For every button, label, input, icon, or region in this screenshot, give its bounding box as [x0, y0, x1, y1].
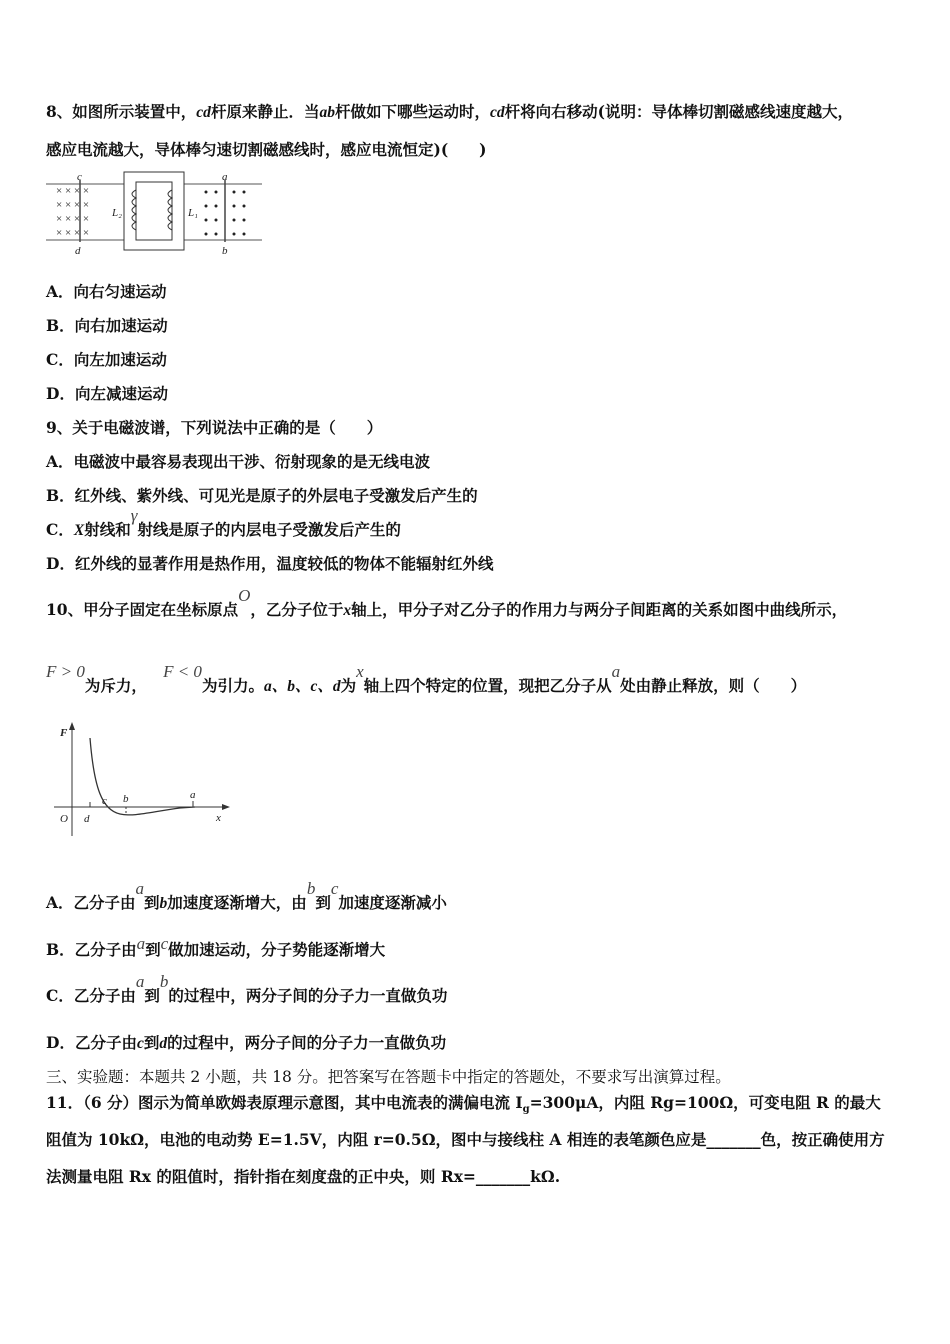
q10-option-c: C．乙分子由a到b的过程中，两分子间的分子力一直做负功: [46, 972, 448, 1005]
svg-text:× × × ×: × × × ×: [56, 185, 90, 197]
q9-stem: 9、关于电磁波谱，下列说法中正确的是（ ）: [46, 418, 383, 437]
label-L1: L₁: [188, 207, 198, 219]
origin-label: O: [60, 813, 68, 825]
q10-stem-line1: 10、甲分子固定在坐标原点O，乙分子位于x轴上，甲分子对乙分子的作用力与两分子间距离的关系如图中曲线所示，: [46, 586, 848, 619]
label-L2: L₂: [112, 207, 122, 219]
label-c: c: [102, 795, 107, 807]
svg-text:× × × ×: × × × ×: [56, 213, 90, 225]
q9-option-d: D．红外线的显著作用是热作用，温度较低的物体不能辐射红外线: [46, 554, 494, 573]
q10-stem-line2: F > 0为斥力， F < 0为引力。a、b、c、d为x轴上四个特定的位置，现把乙分子从a处由静止释放，则（ ）: [46, 662, 807, 695]
q9-option-b: B．红外线、紫外线、可见光是原子的外层电子受激发后产生的: [46, 486, 478, 505]
label-b: b: [222, 245, 228, 257]
q8-figure-rails-coils: [44, 170, 264, 258]
q8-option-b: B．向右加速运动: [46, 316, 168, 335]
q10-force-graph: [50, 718, 240, 838]
label-a: a: [190, 789, 196, 801]
q11-line3: 法测量电阻 Rx 的阻值时，指针指在刻度盘的正中央，则 Rx=_______kΩ.: [46, 1167, 561, 1186]
svg-text:× × × ×: × × × ×: [56, 199, 90, 211]
q9-option-c: C．X射线和γ射线是原子的内层电子受激发后产生的: [46, 506, 401, 539]
label-c: c: [77, 171, 82, 183]
axis-label-x: x: [216, 812, 221, 824]
label-a: a: [222, 171, 228, 183]
section-3-heading: 三、实验题：本题共 2 小题，共 18 分。把答案写在答题卡中指定的答题处，不要求写出演算过程。: [46, 1068, 731, 1086]
label-b: b: [123, 793, 129, 805]
q11-line1: 11．（6 分）图示为简单欧姆表原理示意图，其中电流表的满偏电流 $I_g=300\mu A$，内阻 Rg=100Ω，可变电阻 R 的最大: [46, 1093, 881, 1115]
q10-option-b: B．乙分子由a到c做加速运动，分子势能逐渐增大: [46, 934, 386, 959]
q10-option-d: D．乙分子由c到d的过程中，两分子间的分子力一直做负功: [46, 1033, 447, 1052]
q9-option-a: A．电磁波中最容易表现出干涉、衍射现象的是无线电波: [46, 452, 431, 471]
label-d: d: [84, 813, 90, 825]
q11-line2: 阻值为 10kΩ，电池的电动势 E=1.5V，内阻 r=0.5Ω，图中与接线柱 A 相连的表笔颜色应是_______色，按正确使用方: [46, 1130, 885, 1149]
label-d: d: [75, 245, 81, 257]
q8-stem-line1: 8、如图所示装置中，cd杆原来静止．当ab杆做如下哪些运动时，cd杆将向右移动(说明：导体棒切割磁感线速度越大，: [46, 102, 853, 121]
svg-text:× × × ×: × × × ×: [56, 227, 90, 239]
q8-option-a: A．向右匀速运动: [46, 282, 167, 301]
q8-option-d: D．向左减速运动: [46, 384, 168, 403]
q8-option-c: C．向左加速运动: [46, 350, 167, 369]
q8-stem-line2: 感应电流越大，导体棒匀速切割磁感线时，感应电流恒定)( ): [46, 140, 487, 159]
axis-label-F: F: [60, 727, 68, 739]
q10-option-a: A．乙分子由a到b加速度逐渐增大，由b到c加速度逐渐减小: [46, 879, 447, 912]
